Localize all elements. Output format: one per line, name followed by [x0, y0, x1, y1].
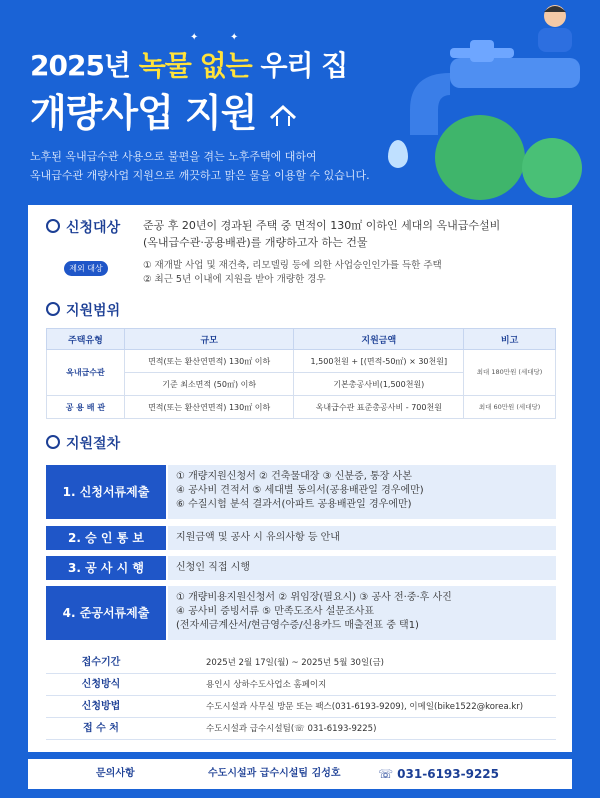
table-header: 주택유형 — [47, 329, 125, 350]
sparkle-icon: ✦ — [190, 32, 199, 43]
scope-table — [46, 328, 556, 419]
exclude-badge: 제외 대상 — [64, 261, 108, 276]
lead-line-1: 노후된 옥내급수관 사용으로 불편을 겪는 노후주택에 대하여 — [30, 150, 317, 163]
heading-text: 지원범위 — [66, 303, 121, 319]
eligibility-line-2: (옥내급수관·공용배관)를 개량하고자 하는 건물 — [143, 236, 368, 249]
step-1-label: 1. 신청서류제출 — [46, 465, 166, 519]
ring-bullet-icon — [46, 435, 60, 449]
ring-bullet-icon — [46, 219, 60, 233]
info-key: 접 수 처 — [83, 723, 119, 734]
table-row — [47, 396, 556, 419]
contact-footer — [28, 759, 572, 789]
table-cell-size: 기준 최소면적 (50㎡) 이하 — [124, 373, 294, 396]
step-line: 지원금액 및 공사 시 유의사항 등 안내 — [176, 532, 340, 543]
mascot-small — [522, 138, 582, 198]
step-line: ⑥ 수질시험 분석 결과서(아파트 공용배관일 경우에만) — [176, 499, 412, 510]
step-line: ① 개량비용지원신청서 ② 위임장(필요시) ③ 공사 전·중·후 사진 — [176, 592, 452, 603]
highlight-text: 녹물 없는 — [138, 49, 252, 82]
table-cell-type: 공 용 배 관 — [47, 396, 125, 419]
info-value: 용인시 상하수도사업소 홈페이지 — [206, 680, 327, 690]
footer-dept: 수도시설과 급수시설팀 김성호 — [208, 768, 341, 779]
step-line: ④ 공사비 견적서 ⑤ 세대별 동의서(공용배관일 경우에만) — [176, 485, 424, 496]
step-line: (전자세금계산서/현금영수증/신용카드 매출전표 중 택1) — [176, 620, 419, 631]
info-value: 수도시설과 사무실 방문 또는 팩스(031-6193-9209), 이메일(bike1522@korea.kr) — [206, 702, 524, 712]
info-key: 신청방법 — [81, 701, 121, 712]
eligibility-line-1: 준공 후 20년이 경과된 주택 중 면적이 130㎡ 이하인 세대의 옥내급수설비 — [143, 219, 501, 232]
info-row — [46, 719, 556, 740]
info-row — [46, 653, 556, 674]
content-card — [28, 205, 572, 752]
step-4-label: 4. 준공서류제출 — [46, 586, 166, 640]
lead-line-2: 옥내급수관 개량사업 지원으로 깨끗하고 맑은 물을 이용할 수 있습니다. — [30, 169, 370, 182]
page-title — [30, 82, 297, 137]
info-row — [46, 697, 556, 718]
footer-label: 문의사항 — [96, 768, 135, 779]
section-heading-procedure — [46, 433, 120, 453]
sparkle-icon: ✦ — [230, 32, 239, 43]
step-4-body — [168, 586, 556, 640]
footer-phone[interactable]: ☏ 031-6193-9225 — [378, 767, 499, 781]
table-header: 규모 — [124, 329, 294, 350]
exclude-list — [143, 259, 442, 287]
headline-year — [30, 44, 347, 84]
hero-banner — [0, 0, 600, 200]
step-line: ④ 공사비 증빙서류 ⑤ 만족도조사 설문조사표 — [176, 606, 375, 617]
table-cell-note: 최대 180만원 (세대당) — [464, 350, 556, 396]
heading-text: 지원절차 — [66, 436, 121, 452]
heading-text: 신청대상 — [66, 220, 121, 236]
step-3-body — [168, 556, 556, 580]
water-drop-icon — [388, 140, 408, 168]
title-text: 개량사업 지원 — [30, 91, 257, 135]
table-cell-type: 옥내급수관 — [47, 350, 125, 396]
table-header: 비고 — [464, 329, 556, 350]
table-cell-amount: 기본총공사비(1,500천원) — [294, 373, 464, 396]
table-header: 지원금액 — [294, 329, 464, 350]
info-key: 접수기간 — [81, 657, 121, 668]
house-icon — [269, 104, 297, 128]
person-icon — [520, 2, 590, 52]
step-2-label: 2. 승 인 통 보 — [46, 526, 166, 550]
table-cell-amount: 옥내급수관 표준총공사비 - 700천원 — [294, 396, 464, 419]
year-rest-text: 우리 집 — [260, 49, 348, 82]
table-header-row — [47, 329, 556, 350]
table-row — [47, 350, 556, 373]
step-1-body — [168, 465, 556, 519]
info-value: 2025년 2월 17일(월) ~ 2025년 5월 30일(금) — [206, 658, 384, 668]
info-key: 신청방식 — [81, 679, 121, 690]
info-row — [46, 675, 556, 696]
lead-text — [30, 147, 370, 185]
mascot-large — [435, 115, 525, 200]
step-line: 신청인 직접 시행 — [176, 562, 250, 573]
year-text: 2025년 — [30, 49, 130, 82]
table-cell-amount: 1,500천원 + [(면적-50㎡) × 30천원] — [294, 350, 464, 373]
table-cell-size: 면적(또는 환산연면적) 130㎡ 이하 — [124, 350, 294, 373]
step-3-label: 3. 공 사 시 행 — [46, 556, 166, 580]
exclude-item-2: ② 최근 5년 이내에 지원을 받아 개량한 경우 — [143, 274, 326, 285]
table-cell-note: 최대 60만원 (세대당) — [464, 396, 556, 419]
step-2-body — [168, 526, 556, 550]
section-heading-scope — [46, 300, 120, 320]
table-cell-size: 면적(또는 환산연면적) 130㎡ 이하 — [124, 396, 294, 419]
exclude-item-1: ① 재개발 사업 및 재건축, 리모델링 등에 의한 사업승인인가를 득한 주택 — [143, 260, 442, 271]
eligibility-text — [143, 217, 500, 251]
section-heading-eligibility — [46, 217, 120, 237]
step-line: ① 개량지원신청서 ② 건축물대장 ③ 신분증, 통장 사본 — [176, 471, 412, 482]
info-value: 수도시설과 급수시설팀(☏ 031-6193-9225) — [206, 724, 377, 734]
ring-bullet-icon — [46, 302, 60, 316]
